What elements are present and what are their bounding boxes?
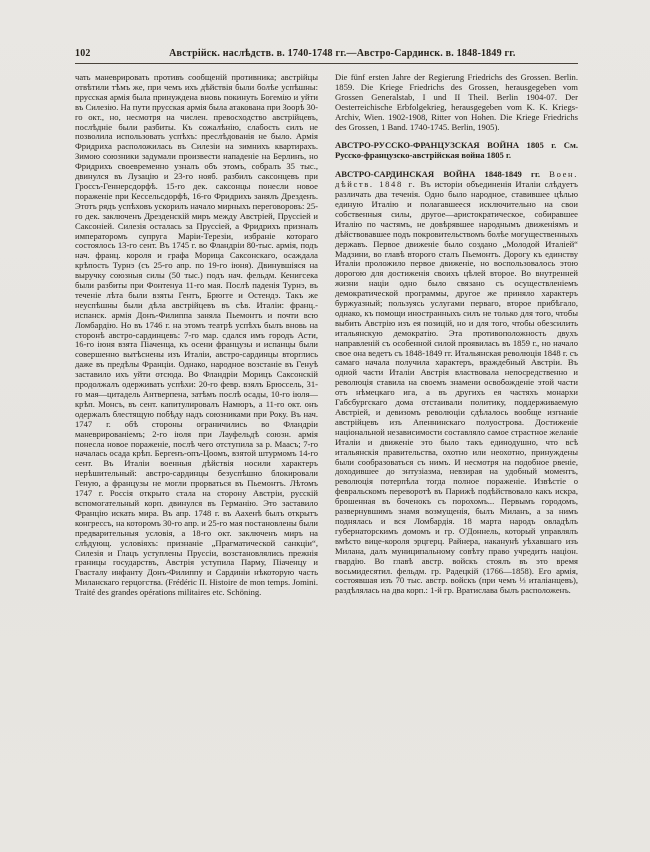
entry-austro-sardinian-war — [335, 170, 578, 596]
entry-1848-heading: АВСТРО-САРДИНСКАЯ ВОЙНА 1848-1849 гг. — [335, 169, 541, 180]
entry-austro-russo-french-war — [335, 141, 578, 161]
entry-1805-heading: АВСТРО-РУССКО-ФРАНЦУЗСКАЯ ВОЙНА 1805 г. — [335, 140, 557, 151]
left-column — [75, 73, 318, 825]
running-title: Австрійск. наслѣдств. в. 1740-1748 гг.—Австро-Сардинск. в. 1848-1849 гг. — [169, 48, 516, 59]
text-columns — [75, 73, 578, 825]
entry-1805-crossref: См. Русско-французско-австрійская война 1805 г. — [335, 140, 578, 161]
header-rule — [75, 63, 578, 64]
page-number: 102 — [75, 48, 91, 59]
left-column-text: чать маневрировать противъ сообщеній противника; австрійцы отвѣтили тѣмъ же, при чемъ ихъ дѣйствія были болѣе успѣшны: прусская армія была принуждена вновь покинуть Богемію и уйти въ Силезію. На пути прусская армія была атакована при Зоорѣ 30-го окт., но, несмотря на числен. превосходство австрійцевъ, послѣдніе были разбиты. Къ сожалѣнію, слабость силъ не позволила использовать успѣхъ: преслѣдованія не было. Армія Фридриха расположилась въ Силезіи на зимнихъ квартирахъ. Зимою союзники задумали произвести нападеніе на Берлинъ, но Фридрихъ своевременно узналъ объ этомъ, собралъ 35 тыс., двинулся въ Лузацію и 23-го нояб. разбилъ саксонцевъ при Гроссъ-Геннерсдорфѣ. 15-го дек. саксонцы понесли новое пораженіе при Кессельсдорфѣ, 16-го Фридрихъ занялъ Дрезденъ. Этотъ рядъ успѣховъ ускорилъ начало мирныхъ переговоровъ: 25-го дек. заключенъ Дрезденскій миръ между Австріей, Пруссіей и Саксоніей. Силезія осталась за Пруссіей, а Фридрихъ призналъ императоромъ супруга Маріи-Терезіи, избраніе котораго состоялось 13-го сент. Въ 1745 г. во Фландріи 80-тыс. армія, подъ нач. франц. короля и графа Морица Саксонскаго, осаждала крѣпость Турнэ (съ 25-го апр. по 19-го іюня). Двинувшіяся на выручку союзныя силы (50 тыс.) подъ нач. фельдм. Кенигсека были разбиты при Фонтенуа 11-го мая. Послѣ паденія Турнэ, въ теченіе лѣта были взяты Гентъ, Брюгге и Остендэ. Такъ же неуспѣшны были дѣла австрійцевъ въ сѣв. Италіи: франц.-испанск. армія Донъ-Филиппа заняла Пьемонтъ и почти всю Ломбардію. Но въ 1746 г. на этомъ театрѣ успѣхъ былъ вновь на сторонѣ австро-сардинцевъ: 7-го мар. сдался имъ городъ Асти, 16-го іюня взята Піаченца, къ осени французы и испанцы были совершенно вытѣснены изъ Италіи, австро-сардинцы вторглись даже въ предѣлы Франціи. Однако, народное возстаніе въ Генуѣ заставило ихъ уйти отсюда. Во Фландріи Морицъ Саксонскій продолжалъ одерживать успѣхи: 20-го февр. взялъ Брюссель, 31-го мая—цитадель Антверпена, затѣмъ послѣ осады, 10-го іюля—крѣп. Монсъ, въ сент. капитулировалъ Намюръ, а 11-го окт. онъ одержалъ блестящую побѣду надъ союзниками при Року. Въ нач. 1747 г. обѣ стороны ограничились во Фландріи маневрированіемъ; 2-го іюля при Лауфельдѣ союзн. армія понесла новое пораженіе, послѣ чего отступила за р. Маасъ; 7-го началась осада крѣп. Бергенъ-опъ-Цоомъ, взятой штурмомъ 14-го сент. Въ Италіи военныя дѣйствія носили характеръ нерѣшительный: австро-сардинцы безуспѣшно блокировали Геную, а французы не могли прорваться въ Пьемонтъ. Лѣтомъ 1747 г. Россія открыто стала на сторону Австріи, русскій вспомогательный корп. двинулся въ Германію. Это заставило Францію искать мира. Въ апр. 1748 г. въ Аахенѣ былъ открытъ конгрессъ, на которомъ 30-го апр. и 25-го мая постановлены были предварительныя условія, а 18-го окт. заключенъ миръ на слѣдующ. условіяхъ: признаніе „Прагматической санкціи“, Силезія и Глацъ уступлены Пруссіи, возстановлялись прежнія границы государствъ, Австрія уступила Парму, Піаченцу и Гвасталу инфанту Донъ-Филиппу и Сардиніи нѣкоторую часть Миланскаго герцогства. (Frédéric II. Histoire de mon temps. Jomini. Traité des grandes opérations militaires etc. Schöning. — [75, 73, 318, 598]
page-header — [75, 48, 578, 59]
right-column — [335, 73, 578, 825]
bibliography-text: Die fünf ersten Jahre der Regierung Friedrichs des Grossen. Berlin. 1859. Die Kriege Friedrichs des Grossen, herausgegeben vom Grossen Generalstab, I und II Theil. Berlin 1904-07. Der Oesterreichische Erbfolgekrieg, herausgegeben vom K. K. Kriegs-Archiv, Wien. 1902-1908, Ritter von Hohen. Die Kriege Friedrichs des Grossen, 1 Band. 1740-1745. Berlin, 1905). — [335, 73, 578, 132]
entry-1848-body: Въ исторіи объединенія Италіи слѣдуетъ различать два теченія. Одно было народное, ставившее цѣлью единую Италію и полагавшееся исключительно на свои собственныя силы, другое—аристократическое, собиравшее Италію по частямъ, не довѣрявшее народнымъ движеніямъ и дѣйствовавшее подъ покровительствомъ болѣе могущественныхъ державъ. Первое движеніе было создано „Молодой Италіей“ Мадзини, во главѣ второго сталъ Пьемонтъ. Дорогу къ единству Италіи проложило первое движеніе, но воспользовалось этою дорогою для достиженія своихъ цѣлей второе. Во внутренней жизни націи одно было связано съ осуществленіемъ демократической программы, другое же приняло характеръ буржуазный; пользуясь услугами перваго, второе прибѣгало, однако, къ помощи иностранныхъ силъ не только для того, чтобы выбить Австрію изъ ея позицій, но и для того, чтобы обезсилить итальянскую демократію. Эта противоположность двухъ направленій съ особенной силой проявилась въ 1859 г., но начало свое она ведетъ съ 1848-1849 гг. Итальянская революція 1848 г. съ самаго начала получила характеръ, враждебный Австріи. Въ одной части Италіи Австрія властвовала непосредственно и революція ставила на своемъ знамени освобожденіе этой части отъ нѣмецкаго ига, а въ другихъ ея частяхъ монархи Габсбургскаго дома отстаивали политику, поддерживаемую Австріей, и девизомъ революціи сдѣлалось вообще изгнаніе австрійцевъ изъ Апеннинскаго полуострова. Достиженіе національной независимости составляло самое страстное желаніе Италіи и движеніе это было такъ единодушно, что всѣ итальянскія правительства, охотно или неохотно, принуждены были сообразоваться съ нимъ. И несмотря на подобное рвеніе, доходившее до энтузіазма, невзирая на удобный моментъ, революція потерпѣла тогда полное пораженіе. Извѣстіе о февральскомъ переворотѣ въ Парижѣ подѣйствовало какъ искра, брошенная въ боченокъ съ порохомъ... Первымъ городомъ, развернувшимъ знамя возмущенія, былъ Миланъ, а за нимъ поднялась и вся Ломбардія. 18 марта народъ овладѣлъ губернаторскимъ домомъ и гр. О'Доннель, который управлялъ вмѣсто вице-короля эрцгерц. Райнера, наканунѣ уѣхавшаго изъ Милана, далъ муниципальному совѣту право учредить націон. гвардію. Во главѣ австр. войскъ стоялъ въ это время восьмидесятил. фельдм. гр. Радецкій (1766—1858). Его армія, состоявшая изъ 70 тыс. австр. войскъ (при чемъ ⅓ италіанцевъ), раздѣлялась на два корп.: 1-й гр. Вратислава былъ расположенъ. — [335, 179, 578, 596]
entry-1848-subheading: Воен. дѣйств. 1848 г. — [335, 169, 578, 190]
